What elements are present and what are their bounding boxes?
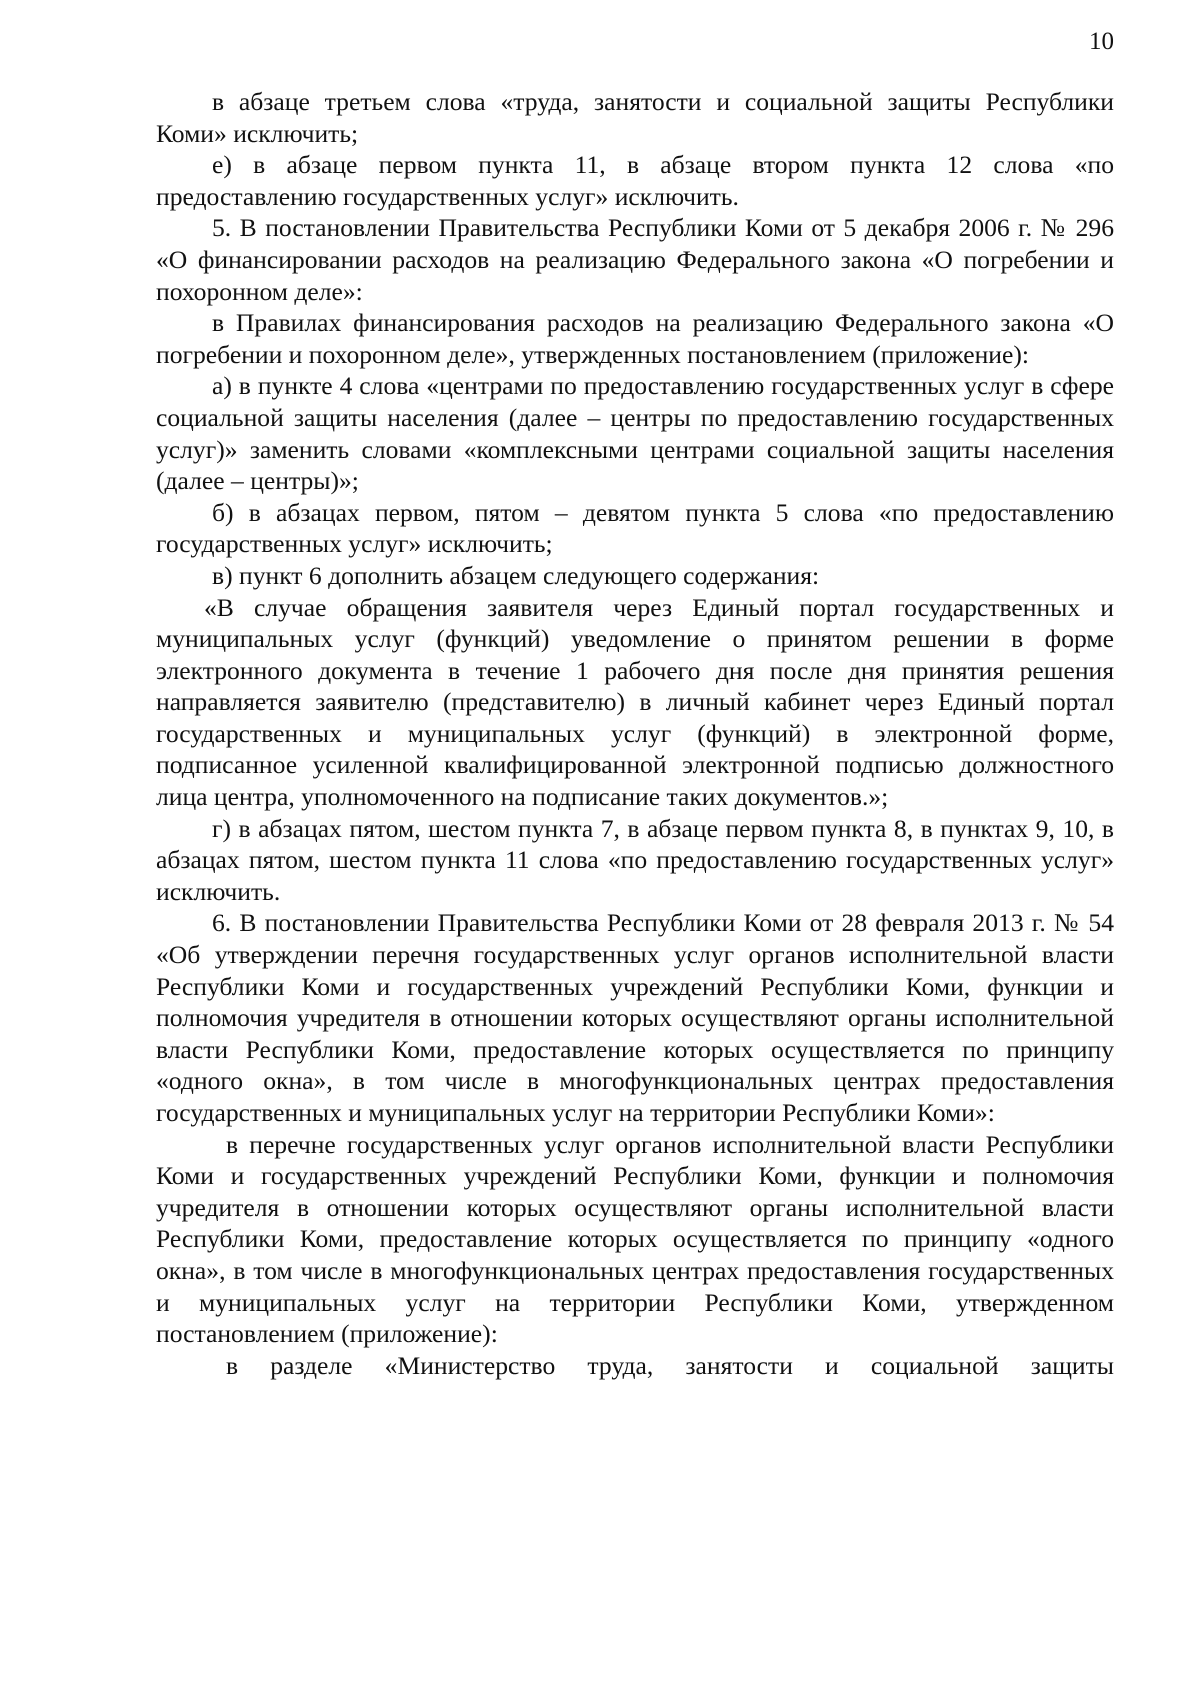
paragraph: г) в абзацах пятом, шестом пункта 7, в абзаце первом пункта 8, в пунктах 9, 10, в абзацах пятом, шестом пункта 11 слова «по предоставлению государственных услуг» исключить.: [156, 813, 1114, 906]
paragraph-continued: в разделе «Министерство труда, занятости и социальной защиты: [226, 1350, 1114, 1380]
document-body: [156, 86, 1114, 1381]
paragraph-quote: «В случае обращения заявителя через Единый портал государственных и муниципальных услуг (функций) уведомление о принятом решении в форме электронного документа в течение 1 рабочего дня после дня принятия решения направляется заявителю (представителю) в личный кабинет через Единый портал государственных и муниципальных услуг (функций) в электронной форме, подписанное усиленной квалифицированной электронной подписью должностного лица центра, уполномоченного на подписание таких документов.»;: [156, 592, 1114, 812]
paragraph: в абзаце третьем слова «труда, занятости и социальной защиты Республики Коми» исключить;: [156, 87, 1114, 148]
paragraph: а) в пункте 4 слова «центрами по предоставлению государственных услуг в сфере социальной защиты населения (далее – центры по предоставлению государственных услуг)» заменить словами «комплексными центрами социальной защиты населения (далее – центры)»;: [156, 371, 1114, 496]
paragraph: 6. В постановлении Правительства Республики Коми от 28 февраля 2013 г. № 54 «Об утверждении перечня государственных услуг органов исполнительной власти Республики Коми и государственных учреждений Республики Коми, функции и полномочия учредителя в отношении которых осуществляют органы исполнительной власти Республики Коми, предоставление которых осуществляется по принципу «одного окна», в том числе в многофункциональных центрах предоставления государственных и муниципальных услуг на территории Республики Коми»:: [156, 908, 1114, 1127]
paragraph: в) пункт 6 дополнить абзацем следующего содержания:: [212, 560, 820, 590]
paragraph: б) в абзацах первом, пятом – девятом пункта 5 слова «по предоставлению государственных услуг» исключить;: [156, 497, 1114, 559]
page-number: 10: [1089, 28, 1114, 55]
paragraph: в Правилах финансирования расходов на реализацию Федерального закона «О погребении и похоронном деле», утвержденных постановлением (приложение):: [156, 308, 1114, 369]
paragraph: в перечне государственных услуг органов исполнительной власти Республики Коми и государственных учреждений Республики Коми, функции и полномочия учредителя в отношении которых осуществляют органы исполнительной власти Республики Коми, предоставление которых осуществляется по принципу «одного окна», в том числе в многофункциональных центрах предоставления государственных и муниципальных услуг на территории Республики Коми, утвержденном постановлением (приложение):: [156, 1129, 1114, 1349]
paragraph: 5. В постановлении Правительства Республики Коми от 5 декабря 2006 г. № 296 «О финансировании расходов на реализацию Федерального закона «О погребении и похоронном деле»:: [156, 213, 1114, 306]
paragraph: е) в абзаце первом пункта 11, в абзаце втором пункта 12 слова «по предоставлению государственных услуг» исключить.: [156, 150, 1114, 211]
